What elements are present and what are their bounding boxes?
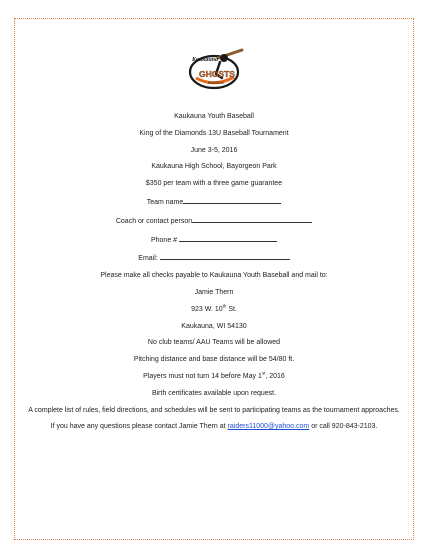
address-superscript: th	[222, 303, 227, 309]
coach-blank[interactable]	[192, 215, 312, 223]
team-name-blank[interactable]	[183, 196, 281, 204]
phone-row	[20, 234, 408, 245]
rule-age-superscript: st	[261, 370, 266, 376]
questions-text: If you have any questions please contact Jamie Thern at	[50, 423, 228, 431]
svg-text:Kaukauna: Kaukauna	[192, 57, 219, 63]
address-suffix: St.	[226, 305, 237, 313]
birth-certificates: Birth certificates available upon request.	[151, 389, 277, 397]
flyer-content	[20, 112, 408, 439]
contact-name: Jamie Thern	[194, 288, 234, 296]
phone-label: Phone #	[150, 236, 178, 244]
checks-instruction: Please make all checks payable to Kaukauna Youth Baseball and mail to:	[100, 272, 328, 280]
mail-address	[20, 305, 408, 314]
phone-blank[interactable]	[179, 234, 277, 242]
rules-note: A complete list of rules, field directions, and schedules will be sent to participating teams as the tournament approaches.	[28, 406, 400, 414]
address-street: 923 W. 10	[191, 305, 223, 313]
team-name-row	[20, 196, 408, 207]
org-name: Kaukauna Youth Baseball	[174, 113, 254, 120]
svg-text:BASEBALL: BASEBALL	[208, 81, 225, 85]
mail-city: Kaukauna, WI 54130	[181, 322, 247, 330]
tournament-venue: Kaukauna High School, Bayorgeon Park	[151, 163, 277, 171]
rule-no-club-teams: No club teams/ AAU Teams will be allowed	[147, 339, 281, 347]
kaukauna-ghosts-logo	[184, 44, 248, 92]
entry-fee: $350 per team with a three game guarantee	[145, 180, 283, 188]
phone-text: or call 920-843-2103.	[309, 423, 378, 431]
rule-distance: Pitching distance and base distance will be 54/80 ft.	[133, 356, 295, 364]
email-link[interactable]: raiders11000@yahoo.com	[227, 423, 310, 431]
coach-row	[20, 215, 408, 226]
coach-label: Coach or contact person	[115, 217, 193, 225]
team-name-label: Team name	[146, 198, 184, 206]
tournament-dates: June 3-5, 2016	[190, 146, 238, 154]
email-blank[interactable]	[160, 252, 290, 260]
tournament-title: King of the Diamonds 13U Baseball Tournament	[139, 129, 289, 137]
questions-line	[20, 422, 408, 431]
rule-age-year: , 2016	[265, 372, 285, 380]
email-label: Email:	[138, 255, 158, 263]
rule-age	[20, 372, 408, 381]
email-row	[20, 252, 408, 263]
rule-age-text: Players must not turn 14 before May 1	[143, 372, 262, 380]
svg-text:GHOSTS: GHOSTS	[199, 69, 235, 79]
